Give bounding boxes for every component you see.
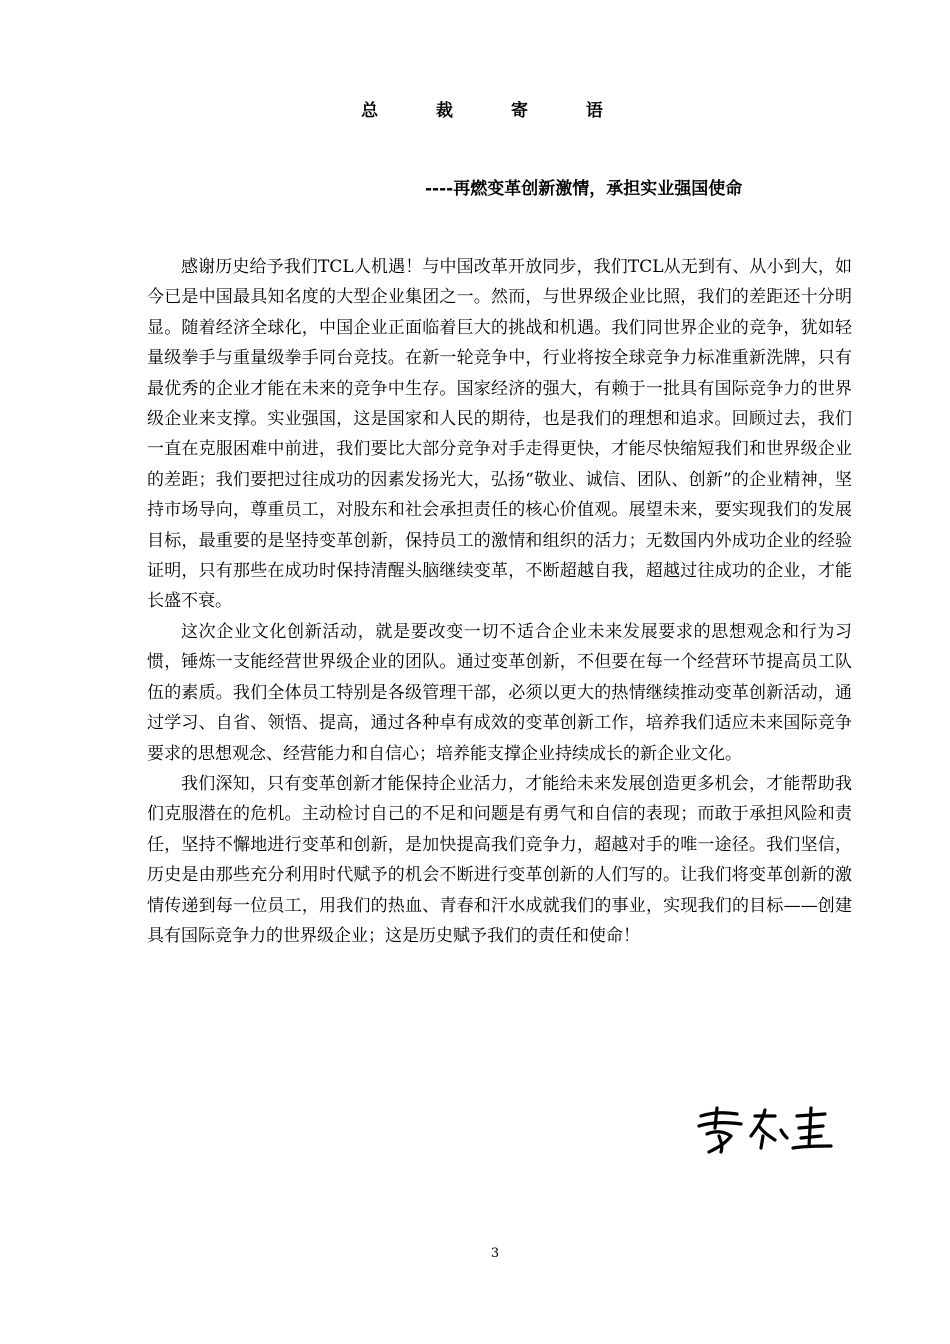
paragraph: 这次企业文化创新活动，就是要改变一切不适合企业未来发展要求的思想观念和行为习惯，锤炼一支能经营世界级企业的团队。通过变革创新，不但要在每一个经营环节提高员工队伍的素质。我们全体员工特别是各级管理干部，必须以更大的热情继续推动变革创新活动，通过学习、自省、领悟、提高，通过各种卓有成效的变革创新工作，培养我们适应未来国际竞争要求的思想观念、经营能力和自信心；培养能支撑企业持续成长的新企业文化。	[147, 621, 852, 764]
paragraph: 感谢历史给予我们TCL人机遇！与中国改革开放同步，我们TCL从无到有、从小到大，如今已是中国最具知名度的大型企业集团之一。然而，与世界级企业比照，我们的差距还十分明显。随着经济全球化，中国企业正面临着巨大的挑战和机遇。我们同世界企业的竞争，犹如轻量级拳手与重量级拳手同台竞技。在新一轮竞争中，行业将按全球竞争力标准重新洗牌，只有最优秀的企业才能在未来的竞争中生存。国家经济的强大，有赖于一批具有国际竞争力的世界级企业来支撑。实业强国，这是国家和人民的期待，也是我们的理想和追求。回顾过去，我们一直在克服困难中前进，我们要比大部分竞争对手走得更快，才能尽快缩短我们和世界级企业的差距；我们要把过往成功的因素发扬光大，弘扬“敬业、诚信、团队、创新”的企业精神，坚持市场导向，尊重员工，对股东和社会承担责任的核心价值观。展望未来，要实现我们的发展目标，最重要的是坚持变革创新，保持员工的激情和组织的活力；无数国内外成功企业的经验证明，只有那些在成功时保持清醒头脑继续变革，不断超越自我，超越过往成功的企业，才能长盛不衰。	[147, 257, 852, 612]
handwritten-signature	[695, 1106, 835, 1154]
page-number: 3	[490, 1246, 500, 1261]
paragraph: 我们深知，只有变革创新才能保持企业活力，才能给未来发展创造更多机会，才能帮助我们克服潜在的危机。主动检讨自己的不足和问题是有勇气和自信的表现；而敢于承担风险和责任，坚持不懈地进行变革和创新，是加快提高我们竞争力，超越对手的唯一途径。我们坚信，历史是由那些充分利用时代赋予的机会不断进行变革创新的人们写的。让我们将变革创新的激情传递到每一位员工，用我们的热血、青春和汗水成就我们的事业，实现我们的目标——创建具有国际竞争力的世界级企业；这是历史赋予我们的责任和使命！	[147, 773, 852, 946]
page-subtitle: ----再燃变革创新激情，承担实业强国使命	[425, 179, 743, 199]
body-text	[147, 252, 852, 951]
page-title: 总 裁 寄 语	[361, 101, 629, 121]
